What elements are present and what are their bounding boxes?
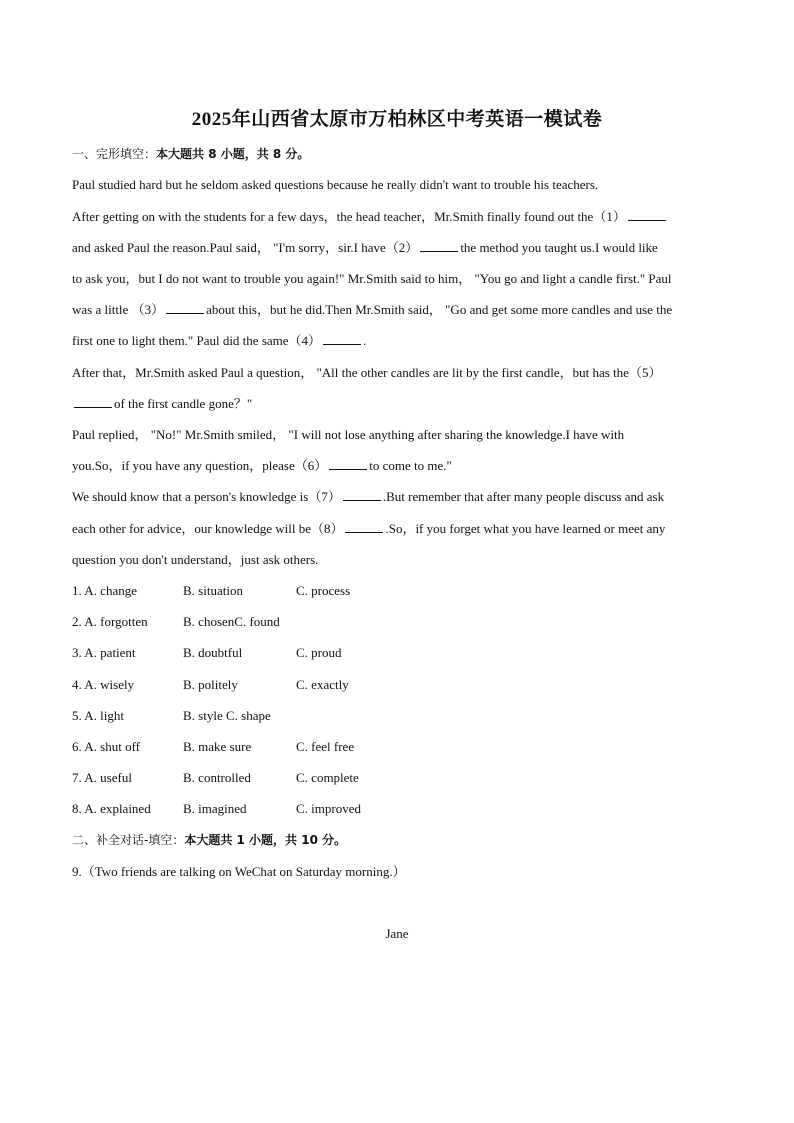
blank-4	[323, 333, 361, 345]
option-c: C. proud	[296, 645, 342, 660]
option-c: C. process	[296, 583, 351, 598]
passage-line-1: Paul studied hard but he seldom asked questions because he really didn't want to trouble his teachers.	[72, 177, 599, 192]
blank-8	[345, 521, 383, 533]
option-a: 1. A. change	[72, 583, 137, 598]
blank-6	[329, 458, 367, 470]
option-c: C. feel free	[296, 739, 355, 754]
passage-line-5	[72, 302, 732, 318]
passage-text: .But remember that after many people discuss and ask	[382, 489, 665, 504]
blank-2	[420, 240, 458, 252]
option-b: B. doubtful	[183, 645, 243, 660]
passage-text: of the first candle gone？"	[114, 396, 253, 411]
section-2-description: 本大题共 1 小题，共 10 分。	[184, 833, 347, 847]
passage-text: was a little （3）	[72, 302, 165, 317]
section-1-number: 一、完形填空：	[72, 147, 157, 161]
passage-text: .	[363, 333, 367, 348]
section-1-description: 本大题共 8 小题，共 8 分。	[156, 147, 310, 161]
option-a: 8. A. explained	[72, 801, 151, 816]
passage-text: first one to light them." Paul did the same（4）	[72, 333, 322, 348]
option-a: 4. A. wisely	[72, 677, 135, 692]
section-2-heading	[72, 832, 732, 848]
passage-line-11	[72, 489, 732, 505]
option-b: B. make sure	[183, 739, 252, 754]
section-2-number: 二、补全对话-填空：	[72, 833, 185, 847]
passage-line-9: Paul replied， "No!" Mr.Smith smiled， "I will not lose anything after sharing the knowledge.I have with	[72, 427, 625, 442]
option-b: B. politely	[183, 677, 238, 692]
passage-line-10	[72, 458, 732, 474]
passage-line-6	[72, 333, 732, 349]
option-b: B. imagined	[183, 801, 247, 816]
passage-text: After getting on with the students for a few days，the head teacher，Mr.Smith finally found out the（1）	[72, 209, 626, 224]
blank-3	[166, 302, 204, 314]
option-c: C. exactly	[296, 677, 349, 692]
option-a: 5. A. light	[72, 708, 125, 723]
passage-text: about this，but he did.Then Mr.Smith said， "Go and get some more candles and use the	[206, 302, 673, 317]
passage-text: each other for advice，our knowledge will be（8）	[72, 521, 344, 536]
option-a: 2. A. forgotten	[72, 614, 148, 629]
passage-text: We should know that a person's knowledge is（7）	[72, 489, 341, 504]
passage-line-3	[72, 240, 732, 256]
passage-line-8	[72, 396, 732, 412]
passage-text: .So，if you forget what you have learned or meet any	[385, 521, 666, 536]
option-b: B. situation	[183, 583, 243, 598]
section-1-heading	[72, 146, 732, 162]
option-b: B. chosenC. found	[183, 614, 280, 629]
option-a: 3. A. patient	[72, 645, 136, 660]
passage-text: to come to me."	[369, 458, 452, 473]
passage-text: the method you taught us.I would like	[460, 240, 658, 255]
option-a: 6. A. shut off	[72, 739, 141, 754]
question-9: 9.（Two friends are talking on WeChat on Saturday morning.）	[72, 864, 406, 879]
blank-5	[74, 396, 112, 408]
option-a: 7. A. useful	[72, 770, 132, 785]
passage-text: and asked Paul the reason.Paul said， "I'm sorry，sir.I have（2）	[72, 240, 419, 255]
blank-1	[628, 209, 666, 221]
speaker-name: Jane	[385, 926, 409, 941]
option-b: B. style C. shape	[183, 708, 271, 723]
passage-line-4: to ask you，but I do not want to trouble you again!" Mr.Smith said to him， "You go and light a candle first." Paul	[72, 271, 672, 286]
passage-line-2	[72, 209, 732, 225]
option-c: C. complete	[296, 770, 359, 785]
passage-text: you.So，if you have any question，please（6）	[72, 458, 328, 473]
option-c: C. improved	[296, 801, 361, 816]
blank-7	[343, 489, 381, 501]
passage-line-13: question you don't understand，just ask others.	[72, 552, 319, 567]
exam-title: 2025年山西省太原市万柏林区中考英语一模试卷	[191, 109, 603, 130]
passage-line-12	[72, 521, 732, 537]
option-b: B. controlled	[183, 770, 251, 785]
passage-line-7: After that，Mr.Smith asked Paul a question， "All the other candles are lit by the first candle，but has the（5）	[72, 365, 662, 380]
